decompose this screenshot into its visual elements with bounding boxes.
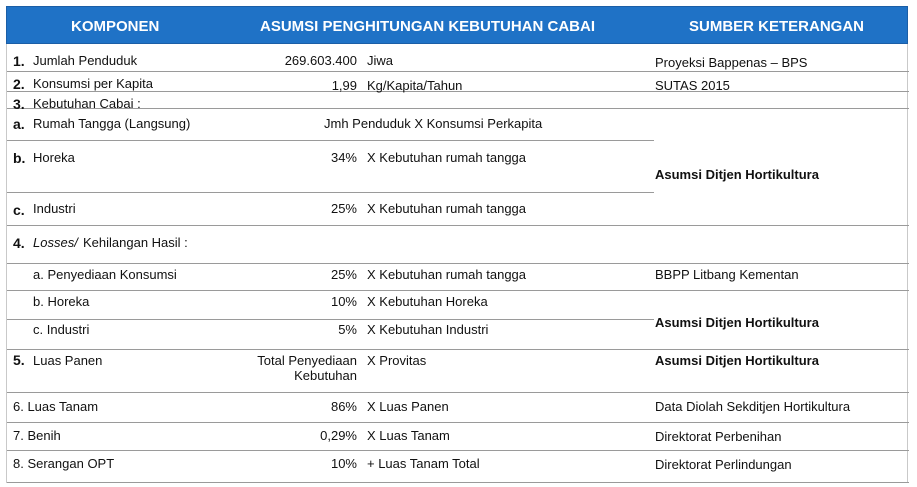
row-unit: X Kebutuhan Industri: [367, 322, 489, 337]
row-value: 5%: [338, 322, 357, 337]
row-value-line2: Kebutuhan: [294, 368, 357, 383]
row-value: 34%: [330, 150, 357, 165]
row-source: Proyeksi Bappenas – BPS: [655, 55, 808, 70]
row-number: 3.: [13, 96, 25, 112]
row-source: BBPP Litbang Kementan: [655, 267, 799, 282]
row-label: 7. Benih: [13, 428, 61, 443]
row-value: 10%: [330, 294, 357, 309]
row-number: 1.: [13, 53, 25, 69]
row-unit: X Kebutuhan rumah tangga: [367, 201, 527, 216]
row-unit: X Luas Tanam: [367, 428, 450, 443]
row-value: 1,99: [331, 78, 357, 93]
row-value-line1: Total Penyediaan: [257, 353, 357, 368]
row-label: Konsumsi per Kapita: [33, 76, 153, 91]
row-label: Rumah Tangga (Langsung): [33, 116, 191, 131]
row-source: Data Diolah Sekditjen Hortikultura: [655, 399, 851, 414]
row-unit: + Luas Tanam Total: [367, 456, 480, 471]
row-label: Kehilangan Hasil :: [83, 235, 188, 250]
row-divider: [7, 482, 909, 483]
row-label: a. Penyediaan Konsumsi: [33, 267, 177, 282]
header-komponen: KOMPONEN: [71, 18, 160, 35]
row-divider: [7, 422, 909, 423]
row-source: Asumsi Ditjen Hortikultura: [655, 353, 819, 368]
header-sumber: SUMBER KETERANGAN: [689, 18, 865, 35]
header-asumsi: ASUMSI PENGHITUNGAN KEBUTUHAN CABAI: [260, 18, 596, 35]
row-label: Luas Panen: [33, 353, 103, 368]
row-divider: [7, 450, 909, 451]
row-value: 86%: [330, 399, 357, 414]
row-value: 269.603.400: [284, 53, 357, 68]
row-divider: [7, 140, 654, 141]
row-unit: Kg/Kapita/Tahun: [367, 78, 463, 93]
row-divider: [7, 263, 909, 264]
row-value: 10%: [330, 456, 357, 471]
table-header: [6, 6, 908, 44]
row-source: Asumsi Ditjen Hortikultura: [655, 167, 819, 182]
row-label: Industri: [33, 201, 76, 216]
row-value: 25%: [330, 201, 357, 216]
row-source: Direktorat Perlindungan: [655, 457, 792, 472]
row-number: 5.: [13, 352, 25, 368]
row-value: 0,29%: [320, 428, 357, 443]
row-label: 8. Serangan OPT: [13, 456, 115, 471]
table-page: [6, 6, 908, 483]
row-label: b. Horeka: [33, 294, 90, 309]
row-source: Direktorat Perbenihan: [655, 429, 782, 444]
row-unit: X Kebutuhan rumah tangga: [367, 267, 527, 282]
row-divider: [7, 192, 654, 193]
row-label: Jumlah Penduduk: [33, 53, 138, 68]
row-number: c.: [13, 202, 25, 218]
row-divider: [7, 108, 909, 109]
row-label: Horeka: [33, 150, 75, 165]
row-divider: [7, 290, 909, 291]
row-source: SUTAS 2015: [655, 78, 730, 93]
row-number: b.: [13, 150, 26, 166]
row-source: Asumsi Ditjen Hortikultura: [655, 315, 819, 330]
row-divider: [7, 225, 909, 226]
row-divider: [7, 392, 909, 393]
row-label-italic: Losses/: [33, 235, 78, 250]
row-unit: X Luas Panen: [367, 399, 449, 414]
row-unit: Jiwa: [367, 53, 394, 68]
row-unit: X Provitas: [367, 353, 427, 368]
table-body: [6, 44, 908, 483]
row-number: a.: [13, 116, 25, 132]
row-divider: [7, 319, 654, 320]
row-unit: X Kebutuhan Horeka: [367, 294, 488, 309]
row-number: 4.: [13, 235, 25, 251]
row-label: 6. Luas Tanam: [13, 399, 99, 414]
row-unit: X Kebutuhan rumah tangga: [367, 150, 527, 165]
row-label: c. Industri: [33, 322, 90, 337]
row-label: Kebutuhan Cabai :: [33, 96, 141, 111]
row-number: 2.: [13, 76, 25, 92]
row-divider: [7, 349, 909, 350]
row-formula: Jmh Penduduk X Konsumsi Perkapita: [324, 116, 543, 131]
row-value: 25%: [330, 267, 357, 282]
row-divider: [7, 71, 909, 72]
